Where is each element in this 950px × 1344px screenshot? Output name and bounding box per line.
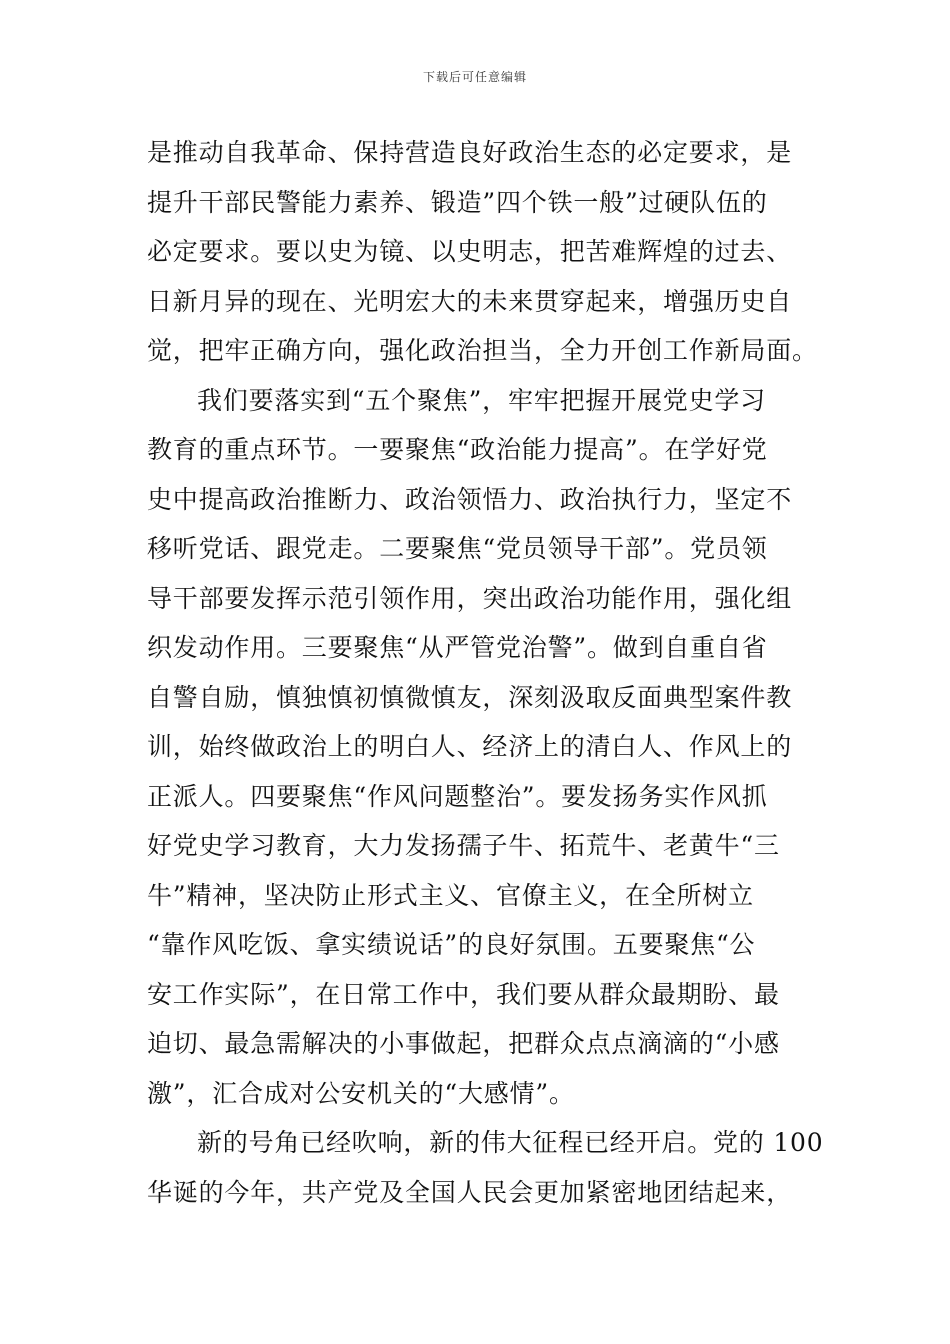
text-line: “靠作风吃饭、拿实绩说话”的良好氛围。五要聚焦“公: [147, 930, 756, 959]
text-line: 激”，汇合成对公安机关的“大感情”。: [147, 1078, 575, 1108]
text-line: 正派人。四要聚焦“作风问题整治”。要发扬务实作风抓: [147, 781, 768, 811]
text-line: 华诞的今年，共产党及全国人民会更加紧密地团结起来，: [147, 1177, 793, 1207]
text-line: 好党史学习教育，大力发扬孺子牛、拓荒牛、老黄牛“三: [147, 831, 780, 860]
text-line: 迫切、最急需解决的小事做起，把群众点点滴滴的“小感: [147, 1029, 780, 1058]
text-line: 必定要求。要以史为镜、以史明志，把苦难辉煌的过去、: [147, 237, 793, 266]
text-line: 训，始终做政治上的明白人、经济上的清白人、作风上的: [147, 732, 793, 761]
text-line: 导干部要发挥示范引领作用，突出政治功能作用，强化组: [147, 583, 793, 613]
paragraph-start-line: 我们要落实到“五个聚焦”，牢牢把握开展党史学习: [197, 385, 766, 415]
document-body: [147, 128, 824, 1217]
text-line: 织发动作用。三要聚焦“从严管党治警”。做到自重自省: [147, 633, 768, 662]
text-line: 史中提高政治推断力、政治领悟力、政治执行力，坚定不: [147, 484, 793, 514]
text-line: 移听党话、跟党走。二要聚焦“党员领导干部”。党员领: [147, 534, 768, 563]
text-line: 安工作实际”，在日常工作中，我们要从群众最期盼、最: [147, 979, 780, 1009]
text-line: 自警自励，慎独慎初慎微慎友，深刻汲取反面典型案件教: [147, 682, 793, 712]
page-header: 下载后可任意编辑: [422, 70, 527, 84]
text-line: 是推动自我革命、保持营造良好政治生态的必定要求，是: [147, 138, 793, 167]
text-line: 教育的重点环节。一要聚焦“政治能力提高”。在学好党: [147, 435, 768, 464]
text-line: 提升干部民警能力素养、锻造”四个铁一般”过硬队伍的: [147, 187, 768, 217]
text-line: 觉，把牢正确方向，强化政治担当，全力开创工作新局面。: [147, 336, 818, 365]
text-line: 牛”精神，坚决防止形式主义、官僚主义，在全所树立: [147, 880, 754, 910]
paragraph-start-line: 新的号角已经吹响，新的伟大征程已经开启。党的 100: [197, 1128, 824, 1157]
text-line: 日新月异的现在、光明宏大的未来贯穿起来，增强历史自: [147, 286, 793, 316]
